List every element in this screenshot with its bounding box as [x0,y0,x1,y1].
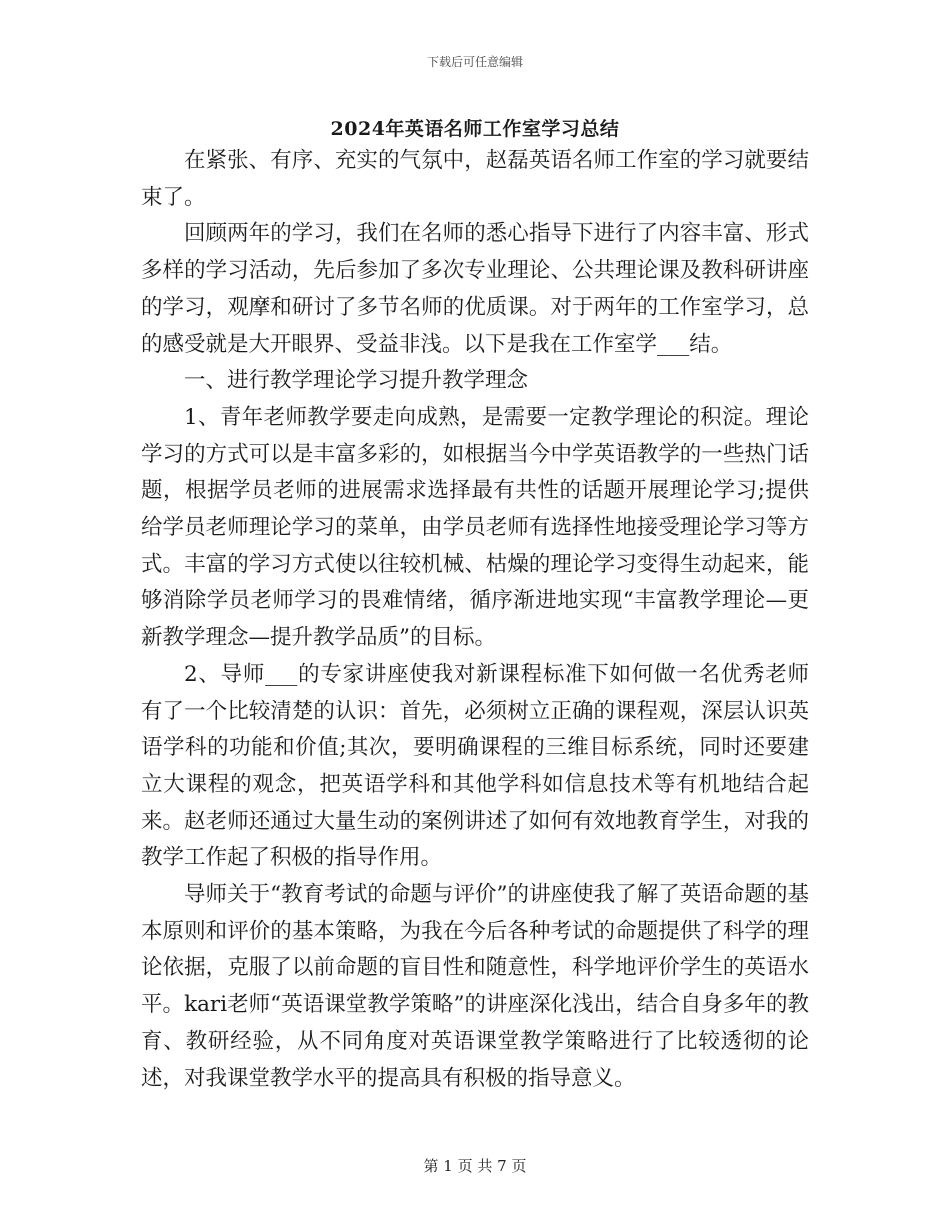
paragraph: 1、青年老师教学要走向成熟，是需要一定教学理论的积淀。理论学习的方式可以是丰富多彩的，如根据当今中学英语教学的一些热门话题，根据学员老师的进展需求选择最有共性的话题开展理论学习;提供给学员老师理论学习的菜单，由学员老师有选择性地接受理论学习等方式。丰富的学习方式使以往较机械、枯燥的理论学习变得生动起来，能够消除学员老师学习的畏难情绪，循序渐进地实现“丰富教学理论—更新教学理念—提升教学品质”的目标。 [141,404,809,651]
paragraph: 回顾两年的学习，我们在名师的悉心指导下进行了内容丰富、形式多样的学习活动，先后参加了多次专业理论、公共理论课及教科研讲座的学习，观摩和研讨了多节名师的优质课。对于两年的工作室学习，总的感受就是大开眼界、受益非浅。以下是我在工作室学___结。 [141,221,809,357]
document-title: 2024年英语名师工作室学习总结 [330,118,620,140]
header-note: 下载后可任意编辑 [426,55,523,69]
page-number: 第 1 页 共 7 页 [423,1157,527,1175]
section-heading: 一、进行教学理论学习提升教学理念 [184,368,529,394]
document-body [141,143,809,1097]
paragraph: 导师关于“教育考试的命题与评价”的讲座使我了解了英语命题的基本原则和评价的基本策略，为我在今后各种考试的命题提供了科学的理论依据，克服了以前命题的盲目性和随意性，科学地评价学生的英语水平。kari老师“英语课堂教学策略”的讲座深化浅出，结合自身多年的教育、教研经验，从不同角度对英语课堂教学策略进行了比较透彻的论述，对我课堂教学水平的提高具有积极的指导意义。 [141,882,809,1091]
paragraph: 在紧张、有序、充实的气氛中，赵磊英语名师工作室的学习就要结束了。 [141,148,809,210]
paragraph: 2、导师___的专家讲座使我对新课程标准下如何做一名优秀老师有了一个比较清楚的认识：首先，必须树立正确的课程观，深层认识英语学科的功能和价值;其次，要明确课程的三维目标系统，同时还要建立大课程的观念，把英语学科和其他学科如信息技术等有机地结合起来。赵老师还通过大量生动的案例讲述了如何有效地教育学生，对我的教学工作起了积极的指导作用。 [141,661,809,871]
